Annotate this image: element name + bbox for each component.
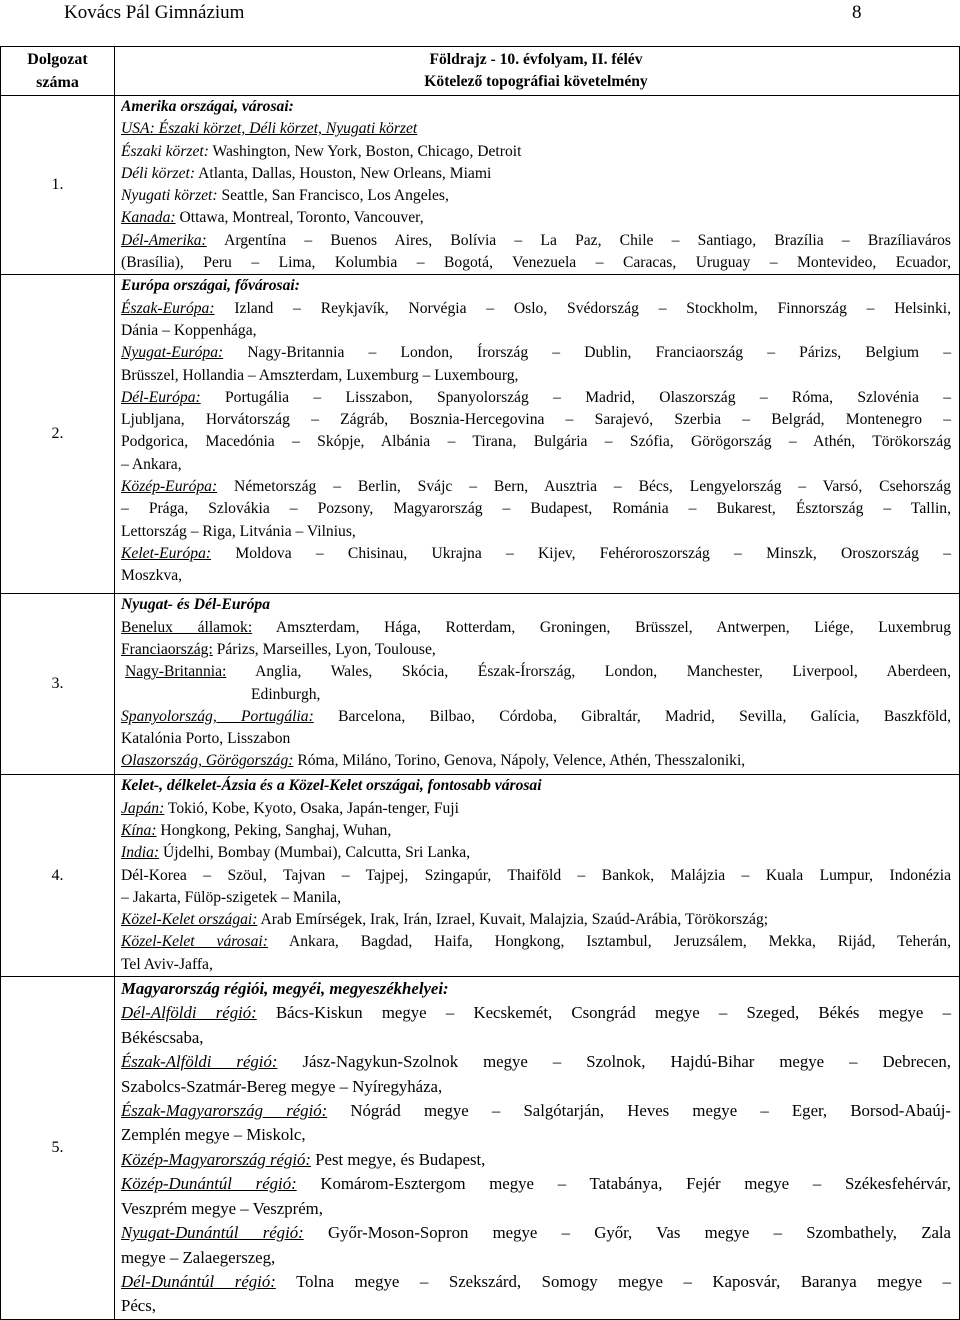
list-item: Kelet-Európa: Moldova – Chisinau, Ukrajna – Kijev, Fehéroroszország – Minszk, Oroszország –	[121, 544, 951, 562]
list-item: Észak-Európa: Izland – Reykjavík, Norvégia – Oslo, Svédország – Stockholm, Finnország – Helsinki,	[121, 299, 951, 317]
row-number: 5.	[1, 977, 115, 1320]
list-item: Brüsszel, Hollandia – Amszterdam, Luxemburg – Luxembourg,	[121, 366, 519, 384]
list-item: Olaszország, Görögország: Róma, Miláno, Torino, Genova, Nápoly, Velence, Athén, Thesszaloniki,	[121, 752, 746, 770]
list-item: USA: Északi körzet, Déli körzet, Nyugati körzet	[121, 120, 418, 138]
table-row	[1, 594, 960, 775]
num-column-header: Dolgozat száma	[1, 47, 115, 96]
list-item: Katalónia Porto, Lisszabon	[121, 730, 291, 748]
list-item: Közép-Dunántúl régió: Komárom-Esztergom megye – Tatabánya, Fejér megye – Székesfehérvár,	[121, 1174, 951, 1194]
table-row	[1, 977, 960, 1320]
table-row	[1, 775, 960, 977]
document-subtitle: Kötelező topográfiai követelmény	[424, 73, 648, 90]
list-item: Lettország – Riga, Litvánia – Vilnius,	[121, 522, 356, 540]
list-item: Ljubljana, Horvátország – Zágráb, Bosznia-Hercegovina – Sarajevó, Szerbia – Belgrád, Montenegro –	[121, 411, 951, 429]
row-number: 2.	[1, 275, 115, 594]
list-item: Déli körzet: Atlanta, Dallas, Houston, New Orleans, Miami	[121, 164, 492, 182]
list-item: Északi körzet: Washington, New York, Boston, Chicago, Detroit	[121, 142, 522, 160]
row-content	[115, 275, 960, 594]
list-item: Benelux államok: Amszterdam, Hága, Rotterdam, Groningen, Brüsszel, Antwerpen, Liége, Luxembrug	[121, 618, 951, 636]
list-item: Békéscsaba,	[121, 1027, 204, 1047]
list-item: – Ankara,	[121, 455, 182, 473]
list-item: Spanyolország, Portugália: Barcelona, Bilbao, Córdoba, Gibraltár, Madrid, Sevilla, Galícia, Baszkföld,	[121, 707, 951, 725]
school-name: Kovács Pál Gimnázium	[64, 2, 245, 23]
list-item: Észak-Alföldi régió: Jász-Nagykun-Szolnok megye – Szolnok, Hajdú-Bihar megye – Debrecen,	[121, 1052, 951, 1072]
list-item: – Prága, Szlovákia – Pozsony, Magyarország – Budapest, Románia – Bukarest, Észtország – Tallin,	[121, 500, 951, 518]
list-item: Japán: Tokió, Kobe, Kyoto, Osaka, Japán-tenger, Fuji	[121, 799, 459, 817]
row-number: 4.	[1, 775, 115, 977]
list-item: Közel-Kelet országai: Arab Emírségek, Irak, Irán, Izrael, Kuvait, Malajzia, Szaúd-Arábia, Törökország;	[121, 911, 769, 929]
list-item: Nagy-Britannia: Anglia, Wales, Skócia, Észak-Írország, London, Manchester, Liverpool, Aberdeen,	[125, 663, 951, 681]
section-heading: Európa országai, fővárosai:	[121, 277, 300, 295]
list-item: Zemplén megye – Miskolc,	[121, 1125, 306, 1145]
section-heading: Magyarország régiói, megyéi, megyeszékhelyei:	[121, 979, 449, 999]
list-item: Tel Aviv-Jaffa,	[121, 955, 213, 973]
list-item: Nyugati körzet: Seattle, San Francisco, Los Angeles,	[121, 187, 449, 205]
document-title: Földrajz - 10. évfolyam, II. félév	[429, 51, 643, 68]
table-header-row	[1, 47, 960, 96]
section-heading: Kelet-, délkelet-Ázsia és a Közel-Kelet országai, fontosabb városai	[121, 777, 542, 795]
list-item: Dél-Európa: Portugália – Lisszabon, Spanyolország – Madrid, Olaszország – Róma, Szlovénia –	[121, 388, 951, 406]
list-item: – Jakarta, Fülöp-szigetek – Manila,	[121, 888, 341, 906]
section-heading: Amerika országai, városai:	[121, 98, 294, 115]
list-item: Szabolcs-Szatmár-Bereg megye – Nyíregyháza,	[121, 1076, 443, 1096]
list-item: Közép-Európa: Németország – Berlin, Svájc – Bern, Ausztria – Bécs, Lengyelország – Varsó, Csehország	[121, 478, 951, 496]
section-heading: Nyugat- és Dél-Európa	[121, 596, 271, 614]
list-item: Franciaország: Párizs, Marseilles, Lyon, Toulouse,	[121, 640, 436, 658]
row-number: 3.	[1, 594, 115, 775]
row-content	[115, 594, 960, 775]
list-item: Észak-Magyarország régió: Nógrád megye – Salgótarján, Heves megye – Eger, Borsod-Abaúj-	[121, 1101, 951, 1121]
row-number: 1.	[1, 96, 115, 275]
list-item: Dél-Amerika: Argentína – Buenos Aires, Bolívia – La Paz, Chile – Santiago, Brazília – Brazíliaváros	[121, 231, 951, 249]
list-item: Kína: Hongkong, Peking, Sanghaj, Wuhan,	[121, 821, 392, 839]
list-item: Nyugat-Európa: Nagy-Britannia – London, Írország – Dublin, Franciaország – Párizs, Belgium –	[121, 344, 951, 362]
list-item: Közép-Magyarország régió: Pest megye, és Budapest,	[121, 1149, 486, 1169]
requirements-table	[0, 46, 960, 1320]
page-header	[0, 0, 960, 34]
list-item: Nyugat-Dunántúl régió: Győr-Moson-Sopron megye – Győr, Vas megye – Szombathely, Zala	[121, 1223, 951, 1243]
list-item: Dánia – Koppenhága,	[121, 321, 257, 339]
list-item: Podgorica, Macedónia – Skópje, Albánia – Tirana, Bulgária – Szófia, Görögország – Athén, Törökország	[121, 433, 951, 451]
list-item: Moszkva,	[121, 567, 183, 585]
list-item: (Brasília), Peru – Lima, Kolumbia – Bogotá, Venezuela – Caracas, Uruguay – Montevideo, Ecuador,	[121, 254, 951, 272]
list-item: India: Újdelhi, Bombay (Mumbai), Calcutta, Sri Lanka,	[121, 844, 471, 862]
row-content	[115, 96, 960, 275]
row-content	[115, 977, 960, 1320]
title-cell	[115, 47, 960, 96]
list-item: Dél-Dunántúl régió: Tolna megye – Szekszárd, Somogy megye – Kaposvár, Baranya megye –	[121, 1271, 951, 1291]
list-item: Dél-Korea – Szöul, Tajvan – Tajpej, Szingapúr, Thaiföld – Bankok, Malájzia – Kuala Lumpur, Indonézia	[121, 866, 951, 884]
page-number: 8	[852, 2, 862, 23]
list-item: Pécs,	[121, 1296, 156, 1316]
table-row	[1, 96, 960, 275]
list-item: Edinburgh,	[251, 685, 321, 703]
row-content	[115, 775, 960, 977]
list-item: Kanada: Ottawa, Montreal, Toronto, Vancouver,	[121, 209, 424, 227]
list-item: Veszprém megye – Veszprém,	[121, 1198, 323, 1218]
table-row	[1, 275, 960, 594]
list-item: Dél-Alföldi régió: Bács-Kiskun megye – Kecskemét, Csongrád megye – Szeged, Békés megye –	[121, 1003, 951, 1023]
list-item: megye – Zalaegerszeg,	[121, 1247, 276, 1267]
list-item: Közel-Kelet városai: Ankara, Bagdad, Haifa, Hongkong, Isztambul, Jeruzsálem, Mekka, Rijád, Teherán,	[121, 933, 951, 951]
